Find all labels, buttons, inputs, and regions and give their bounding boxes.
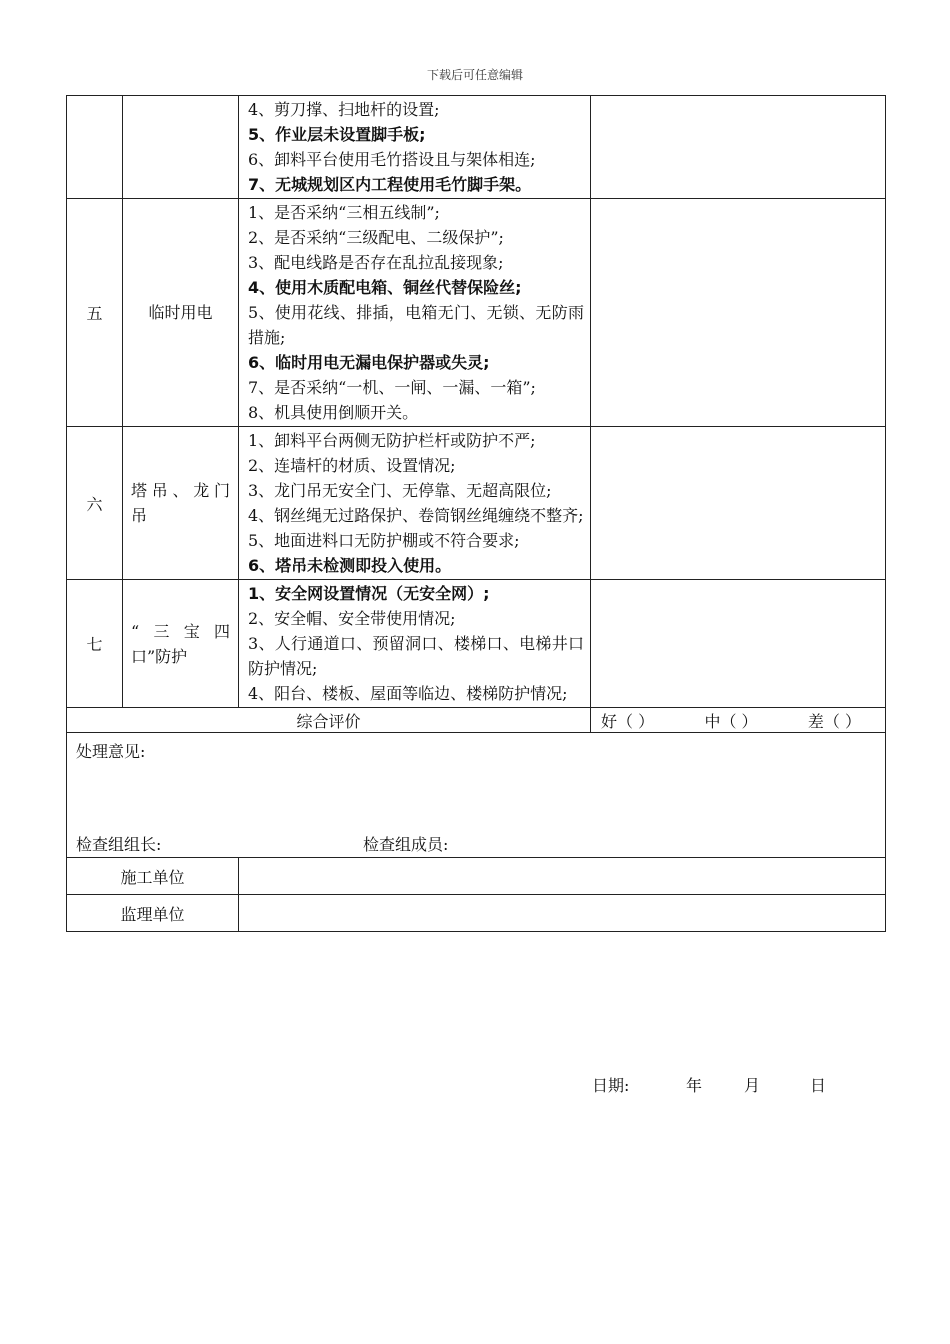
check-item: 2、安全帽、安全带使用情况; — [248, 609, 456, 628]
check-item: 2、是否采纳“三级配电、二级保护”; — [248, 228, 504, 247]
section-items — [239, 96, 591, 199]
check-item: 6、塔吊未检测即投入使用。 — [248, 556, 452, 575]
section-name — [123, 96, 239, 199]
check-item: 2、连墙杆的材质、设置情况; — [248, 456, 456, 475]
section-name: 临时用电 — [123, 199, 239, 427]
table-row — [67, 96, 886, 199]
rating-poor[interactable]: 差（ ） — [807, 711, 861, 731]
supervision-unit-label: 监理单位 — [67, 895, 239, 932]
section-number: 五 — [67, 199, 123, 427]
section-number: 六 — [67, 427, 123, 580]
check-item: 4、钢丝绳无过路保护、卷筒钢丝绳缠绕不整齐; — [248, 506, 584, 525]
table-row — [67, 580, 886, 708]
leader-label: 检查组组长: — [76, 835, 162, 854]
date-line — [592, 1073, 842, 1093]
section-name-line: “三宝四 — [131, 621, 230, 641]
section-name — [123, 427, 239, 580]
check-item: 1、是否采纳“三相五线制”; — [248, 203, 440, 222]
check-item: 1、安全网设置情况（无安全网）; — [248, 584, 490, 603]
section-items — [239, 580, 591, 708]
check-item: 6、临时用电无漏电保护器或失灵; — [248, 353, 490, 372]
check-item: 5、使用花线、排插，电箱无门、无锁、无防雨措施; — [248, 303, 584, 347]
construction-unit-label: 施工单位 — [67, 858, 239, 895]
supervision-unit-value[interactable] — [239, 895, 886, 932]
summary-label: 综合评价 — [67, 708, 591, 733]
check-item: 4、阳台、楼板、屋面等临边、楼梯防护情况; — [248, 684, 568, 703]
check-item: 6、卸料平台使用毛竹搭设且与架体相连; — [248, 150, 536, 169]
rating-cell — [591, 708, 886, 733]
result-cell[interactable] — [591, 199, 886, 427]
result-cell[interactable] — [591, 96, 886, 199]
check-item: 4、剪刀撑、扫地杆的设置; — [248, 100, 440, 119]
inspection-table — [66, 95, 886, 932]
date-label: 日期: — [592, 1076, 630, 1095]
section-number: 七 — [67, 580, 123, 708]
check-item: 5、作业层未设置脚手板; — [248, 125, 426, 144]
opinion-row — [67, 733, 886, 858]
check-item: 4、使用木质配电箱、铜丝代替保险丝; — [248, 278, 522, 297]
check-item: 3、人行通道口、预留洞口、楼梯口、电梯井口防护情况; — [248, 634, 584, 678]
table-row — [67, 199, 886, 427]
section-items — [239, 427, 591, 580]
construction-unit-row — [67, 858, 886, 895]
check-item: 3、龙门吊无安全门、无停靠、无超高限位; — [248, 481, 552, 500]
summary-row — [67, 708, 886, 733]
result-cell[interactable] — [591, 427, 886, 580]
check-item: 1、卸料平台两侧无防护栏杆或防护不严; — [248, 431, 536, 450]
section-name-line: 吊 — [131, 506, 148, 525]
section-name-line: 口”防护 — [131, 646, 188, 666]
date-month: 月 — [744, 1076, 761, 1095]
rating-good[interactable]: 好（ ） — [601, 711, 655, 731]
check-item: 5、地面进料口无防护棚或不符合要求; — [248, 531, 520, 550]
section-number — [67, 96, 123, 199]
check-item: 3、配电线路是否存在乱拉乱接现象; — [248, 253, 504, 272]
result-cell[interactable] — [591, 580, 886, 708]
rating-medium[interactable]: 中（ ） — [704, 711, 758, 731]
check-item: 8、机具使用倒顺开关。 — [248, 403, 419, 422]
members-label: 检查组成员: — [363, 835, 449, 854]
supervision-unit-row — [67, 895, 886, 932]
date-year: 年 — [686, 1076, 703, 1095]
section-items — [239, 199, 591, 427]
section-name-line: 塔吊、龙门 — [131, 481, 230, 500]
construction-unit-value[interactable] — [239, 858, 886, 895]
opinion-cell[interactable] — [67, 733, 886, 858]
check-item: 7、是否采纳“一机、一闸、一漏、一箱”; — [248, 378, 536, 397]
opinion-label: 处理意见: — [76, 742, 146, 761]
table-row — [67, 427, 886, 580]
date-day: 日 — [810, 1076, 827, 1095]
page-header: 下载后可任意编辑 — [426, 68, 523, 82]
check-item: 7、无城规划区内工程使用毛竹脚手架。 — [248, 175, 532, 194]
section-name — [123, 580, 239, 708]
